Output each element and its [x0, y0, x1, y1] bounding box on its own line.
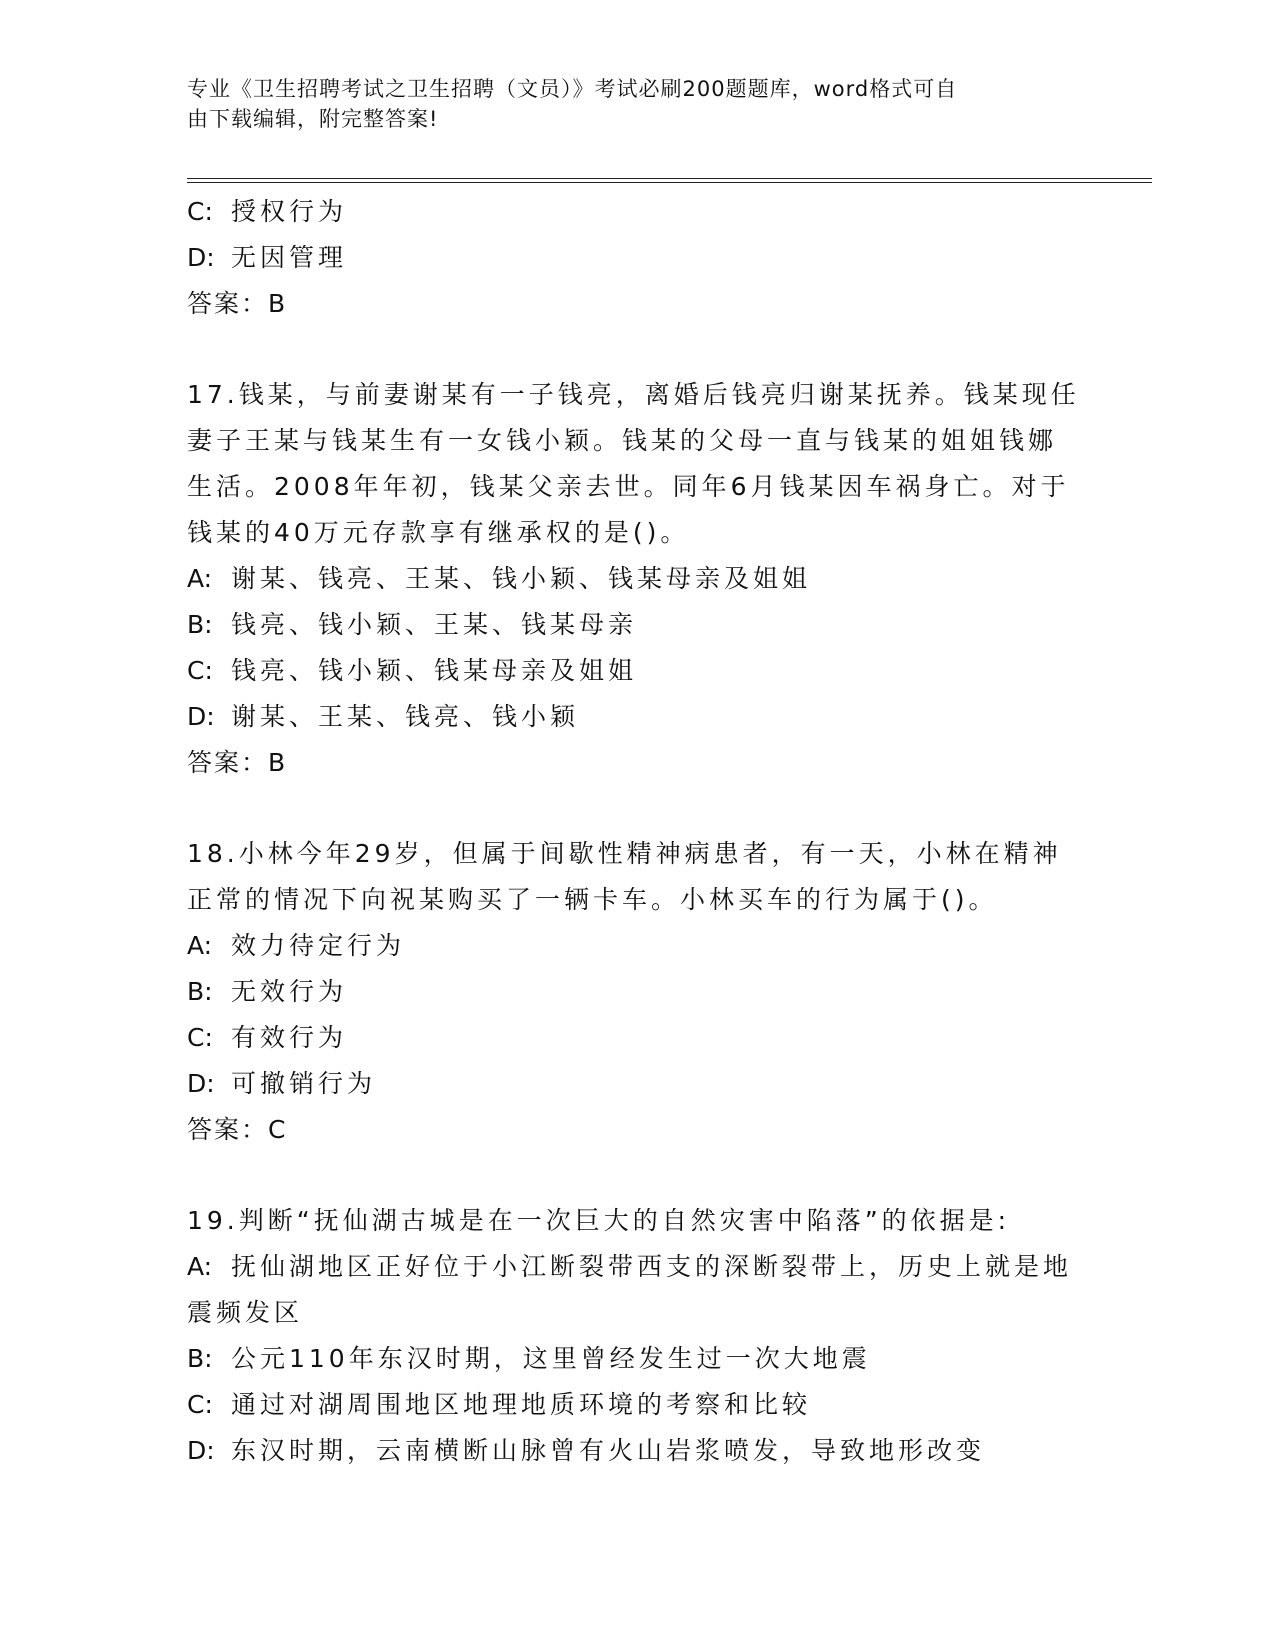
question-stem: 妻子王某与钱某生有一女钱小颖。钱某的父母一直与钱某的姐姐钱娜 — [187, 426, 1058, 455]
option-b: B: 无效行为 — [187, 977, 348, 1006]
question-stem: 17.钱某，与前妻谢某有一子钱亮，离婚后钱亮归谢某抚养。钱某现任 — [187, 380, 1080, 409]
option-d: D: 谢某、王某、钱亮、钱小颖 — [187, 702, 580, 731]
question-18 — [187, 831, 1087, 1153]
question-19 — [187, 1198, 1087, 1474]
option-b: B: 钱亮、钱小颖、王某、钱某母亲 — [187, 610, 638, 639]
option-d: D: 无因管理 — [187, 243, 348, 272]
option-c: C: 钱亮、钱小颖、钱某母亲及姐姐 — [187, 656, 638, 685]
header-line-2: 由下载编辑，附完整答案! — [187, 107, 439, 131]
option-c: C: 通过对湖周围地区地理地质环境的考察和比较 — [187, 1390, 812, 1419]
question-stem: 生活。2008年年初，钱某父亲去世。同年6月钱某因车祸身亡。对于 — [187, 472, 1070, 501]
answer-line: 答案：B — [187, 748, 288, 777]
option-d: D: 可撤销行为 — [187, 1069, 377, 1098]
option-a: A: 抚仙湖地区正好位于小江断裂带西支的深断裂带上，历史上就是地 — [187, 1252, 1073, 1281]
option-c: C: 授权行为 — [187, 197, 348, 226]
answer-line: 答案：C — [187, 1115, 288, 1144]
option-a-continuation: 震频发区 — [187, 1298, 304, 1327]
prev-question-options — [187, 189, 1087, 327]
option-d: D: 东汉时期，云南横断山脉曾有火山岩浆喷发，导致地形改变 — [187, 1436, 986, 1465]
header-line-1: 专业《卫生招聘考试之卫生招聘（文员）》考试必刷200题题库，word格式可自 — [187, 77, 958, 101]
header-divider — [187, 178, 1152, 183]
document-header-note — [187, 74, 1067, 134]
option-a: A: 谢某、钱亮、王某、钱小颖、钱某母亲及姐姐 — [187, 564, 812, 593]
option-c: C: 有效行为 — [187, 1023, 348, 1052]
question-list — [187, 189, 1087, 1474]
question-stem: 钱某的40万元存款享有继承权的是()。 — [187, 518, 690, 547]
option-b: B: 公元110年东汉时期，这里曾经发生过一次大地震 — [187, 1344, 871, 1373]
answer-line: 答案：B — [187, 289, 288, 318]
question-stem: 正常的情况下向祝某购买了一辆卡车。小林买车的行为属于()。 — [187, 885, 998, 914]
question-stem: 18.小林今年29岁，但属于间歇性精神病患者，有一天，小林在精神 — [187, 839, 1062, 868]
question-17 — [187, 372, 1087, 786]
question-stem: 19.判断“抚仙湖古城是在一次巨大的自然灾害中陷落”的依据是: — [187, 1206, 1011, 1235]
option-a: A: 效力待定行为 — [187, 931, 406, 960]
